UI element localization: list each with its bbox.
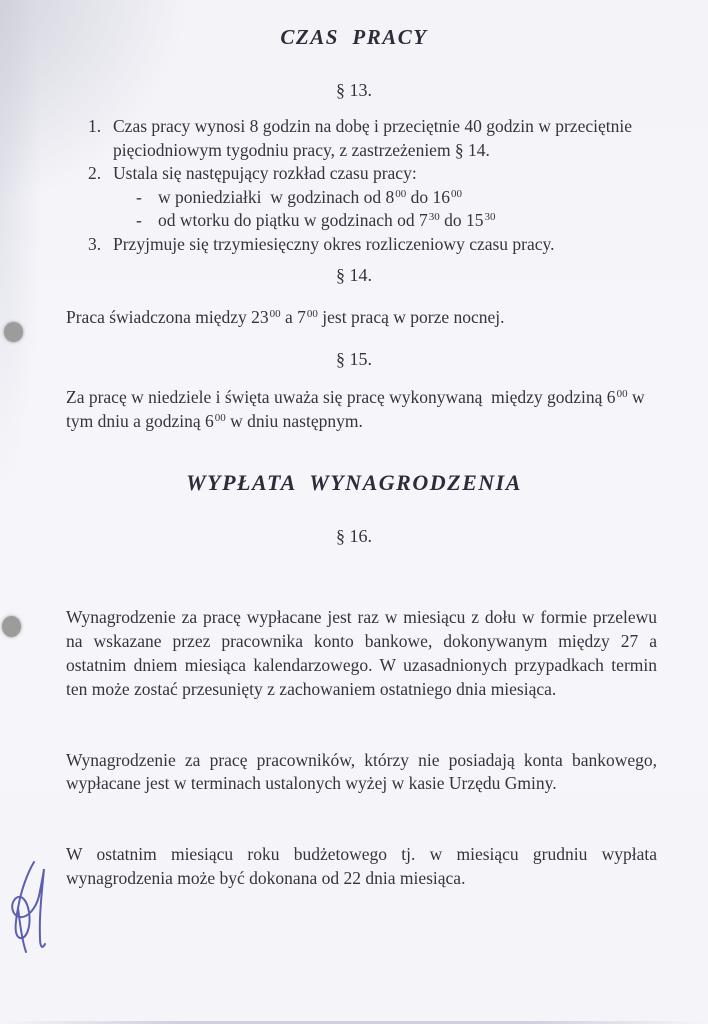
payment-paragraph-3: W ostatnim miesiącu roku budżetowego tj. w miesiącu grudniu wypłata wynagrodzenia może być dokonana od 22 dnia miesiąca. xyxy=(66,844,662,889)
dash-marker: - xyxy=(136,210,142,230)
superscript-minutes: 00 xyxy=(269,308,281,320)
superscript-minutes: 00 xyxy=(306,308,318,320)
hole-punch-bottom xyxy=(2,616,21,637)
text-segment: jest pracą w porze nocnej. xyxy=(317,307,505,327)
list-item-text: Czas pracy wynosi 8 godzin na dobę i przeciętnie 40 godzin w przeciętnie pięciodniowym tygodniu pracy, z zastrzeżeniem § 14. xyxy=(113,116,637,160)
text-segment: Praca świadczona między 23 xyxy=(66,307,269,327)
schedule-text xyxy=(158,209,663,233)
schedule-text xyxy=(158,186,663,210)
heading-czas-pracy: CZAS PRACY xyxy=(280,25,428,49)
text-segment: w poniedziałki w godzinach od 8 xyxy=(158,186,395,207)
text-segment: do 16 xyxy=(406,186,450,207)
par-15-text xyxy=(66,386,670,433)
handwritten-signature xyxy=(4,856,60,960)
superscript-minutes: 00 xyxy=(214,411,226,424)
superscript-minutes: 30 xyxy=(484,211,496,223)
list-item-2 xyxy=(88,162,663,186)
text-segment: od wtorku do piątku w godzinach od 7 xyxy=(158,210,428,230)
list-item-number: 2. xyxy=(88,163,102,183)
par-14-text xyxy=(66,306,670,330)
par-13-label: § 13. xyxy=(336,80,372,100)
superscript-minutes: 00 xyxy=(616,388,628,400)
payment-paragraph-2: Wynagrodzenie za pracę pracowników, którzy nie posiadają konta bankowego, wypłacane jest w terminach ustalonych wyżej w kasie Urzędu Gminy. xyxy=(66,749,662,794)
par-16-label: § 16. xyxy=(336,526,372,546)
par-16-body xyxy=(66,559,662,938)
text-segment: a 7 xyxy=(280,307,306,327)
payment-paragraph-1: Wynagrodzenie za pracę wypłacane jest raz w miesiącu z dołu w formie przelewu na wskazane przez pracownika konto bankowe, dokonywanym między 27 a ostatnim dniem miesiąca kalendarzowego. W uzasadnionych przypadkach termin ten może zostać przesunięty z zachowaniem ostatniego dnia miesiąca. xyxy=(66,607,662,699)
list-item-1 xyxy=(88,115,663,162)
text-segment: do 15 xyxy=(439,210,484,230)
dash-marker: - xyxy=(136,186,142,207)
heading-wyplata-wynagrodzenia: WYPŁATA WYNAGRODZENIA xyxy=(186,470,522,495)
superscript-minutes: 00 xyxy=(395,187,407,200)
list-item-text: Ustala się następujący rozkład czasu pracy: xyxy=(113,163,417,183)
list-item-text: Przyjmuje się trzymiesięczny okres rozliczeniowy czasu pracy. xyxy=(113,233,555,254)
list-item-number: 1. xyxy=(88,116,102,136)
work-time-list xyxy=(88,115,663,256)
par-14-label: § 14. xyxy=(336,265,372,285)
text-segment: w dniu następnym. xyxy=(225,410,363,431)
superscript-minutes: 00 xyxy=(450,187,462,200)
schedule-item-tuesday-friday xyxy=(135,209,663,233)
superscript-minutes: 30 xyxy=(428,211,440,223)
schedule-item-monday xyxy=(135,186,663,210)
hole-punch-top xyxy=(4,322,23,342)
text-segment: w tym dniu a godziną 6 xyxy=(66,387,649,431)
list-item-number: 3. xyxy=(88,233,102,254)
text-segment: Za pracę w niedziele i święta uważa się pracę wykonywaną między godziną 6 xyxy=(66,387,616,407)
par-15-label: § 15. xyxy=(336,349,372,369)
list-item-3 xyxy=(88,233,663,257)
